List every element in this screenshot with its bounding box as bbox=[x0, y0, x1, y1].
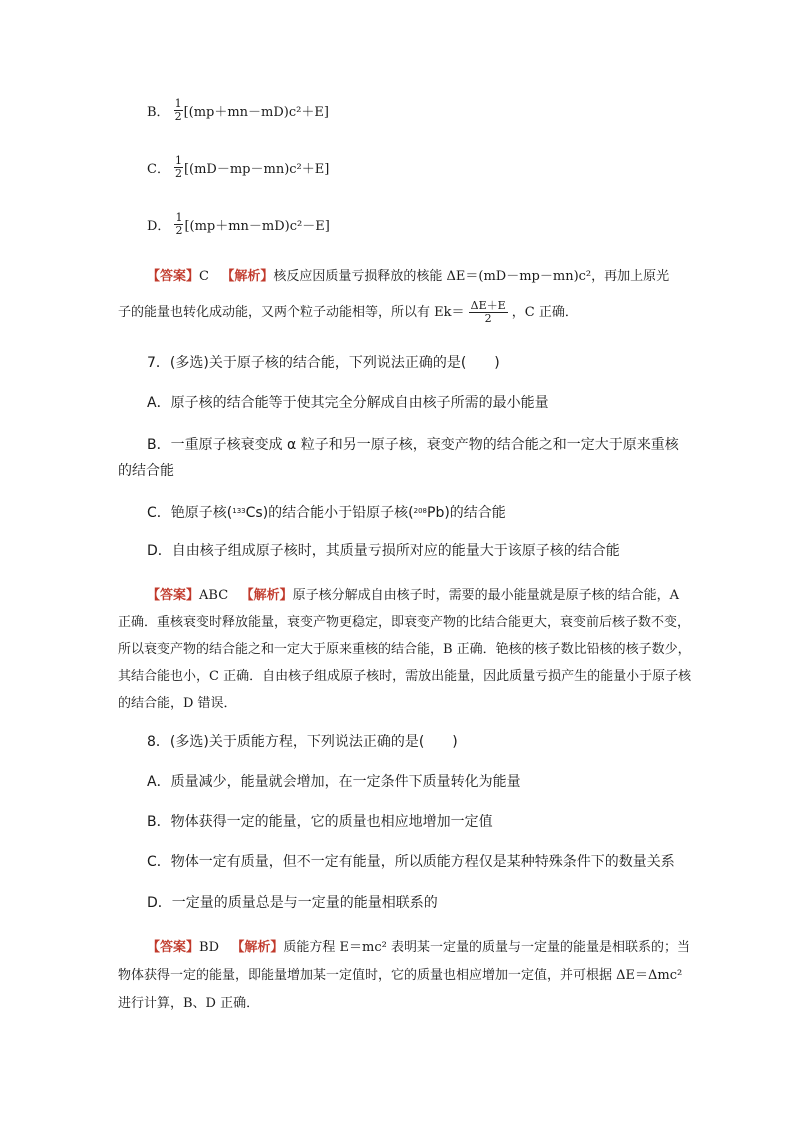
option-d bbox=[147, 212, 330, 237]
analysis-tag: 【解析】 bbox=[231, 940, 284, 955]
analysis-text: ，C 正确． bbox=[511, 305, 578, 320]
question-7-option-c: C．铯原子核($^{133}$Cs)的结合能小于铅原子核($^{208}$Pb)的结合能 bbox=[147, 505, 506, 521]
answer-line-1 bbox=[147, 266, 692, 288]
analysis-text: 子的能量也转化成动能，又两个粒子动能相等，所以有 Ek＝ bbox=[118, 305, 465, 320]
option-expression: [(mp＋mn－mD)c²＋E] bbox=[183, 105, 329, 120]
fraction: $\frac{1}{2}$ bbox=[175, 211, 183, 237]
question-7-stem: 7．(多选)关于原子核的结合能，下列说法正确的是( ) bbox=[147, 355, 500, 371]
isotope-mass: 208 bbox=[413, 507, 427, 515]
question-8-option-a: A．质量减少，能量就会增加，在一定条件下质量转化为能量 bbox=[147, 774, 521, 790]
isotope-mass: 133 bbox=[232, 507, 246, 515]
question-8-option-c: C．物体一定有质量，但不一定有能量，所以质能方程仅是某种特殊条件下的数量关系 bbox=[147, 854, 675, 870]
analysis-text: 质能方程 E＝mc² 表明某一定量的质量与一定量的能量是相联系的；当物体获得一定的能量，即能量增加某一定值时，它的质量也相应增加一定值，并可根据 ΔE＝Δmc² 进行计算，B、D 正确． bbox=[118, 940, 690, 1011]
question-8-stem: 8．(多选)关于质能方程，下列说法正确的是( ) bbox=[147, 734, 458, 750]
answer-value: ABC bbox=[199, 588, 229, 603]
question-8-option-b: B．物体获得一定的能量，它的质量也相应地增加一定值 bbox=[147, 814, 493, 830]
answer-value: BD bbox=[199, 940, 219, 955]
answer-block-7 bbox=[118, 582, 693, 717]
analysis-tag: 【解析】 bbox=[221, 269, 274, 284]
question-8-option-d: D．一定量的质量总是与一定量的能量相联系的 bbox=[147, 895, 438, 911]
answer-value: C bbox=[199, 269, 209, 284]
option-b bbox=[147, 98, 329, 123]
answer-tag: 【答案】 bbox=[147, 269, 200, 284]
answer-block-6-line-2 bbox=[118, 300, 693, 325]
question-7-option-b: B．一重原子核衰变成 α 粒子和另一原子核，衰变产物的结合能之和一定大于原来重核的结合能 bbox=[118, 437, 679, 479]
answer-block-6 bbox=[147, 266, 692, 288]
analysis-text: 核反应因质量亏损释放的核能 ΔE＝(mD－mp－mn)c²，再加上原光 bbox=[273, 269, 670, 284]
option-c bbox=[147, 155, 329, 180]
question-7-option-a: A．原子核的结合能等于使其完全分解成自由核子所需的最小能量 bbox=[147, 395, 549, 411]
option-expression: [(mD－mp－mn)c²＋E] bbox=[183, 162, 330, 177]
fraction: $\frac{\Delta E+E}{2}$ bbox=[470, 299, 506, 325]
answer-block-8 bbox=[118, 934, 693, 1018]
option-letter: D． bbox=[147, 219, 171, 234]
option-expression: [(mp＋mn－mD)c²－E] bbox=[184, 219, 330, 234]
fraction: $\frac{1}{2}$ bbox=[174, 97, 182, 123]
question-7-option-d: D．自由核子组成原子核时，其质量亏损所对应的能量大于该原子核的结合能 bbox=[147, 543, 620, 559]
answer-tag: 【答案】 bbox=[147, 940, 200, 955]
option-letter: C． bbox=[147, 162, 170, 177]
analysis-text: 原子核分解成自由核子时，需要的最小能量就是原子核的结合能，A 正确．重核衰变时释放能量，衰变产物更稳定，即衰变产物的比结合能更大，衰变前后核子数不变，所以衰变产物的结合能之和一定大于原来重核的结合能，B 正确．铯核的核子数比铅核的核子数少，其结合能也小，C 正确．自由核子组成原子核时，需放出能量，因此质量亏损产生的能量小于原子核的结合能，D 错误． bbox=[118, 588, 692, 711]
answer-tag: 【答案】 bbox=[147, 588, 200, 603]
option-letter: B． bbox=[147, 105, 170, 120]
analysis-tag: 【解析】 bbox=[240, 588, 293, 603]
fraction: $\frac{1}{2}$ bbox=[174, 154, 182, 180]
